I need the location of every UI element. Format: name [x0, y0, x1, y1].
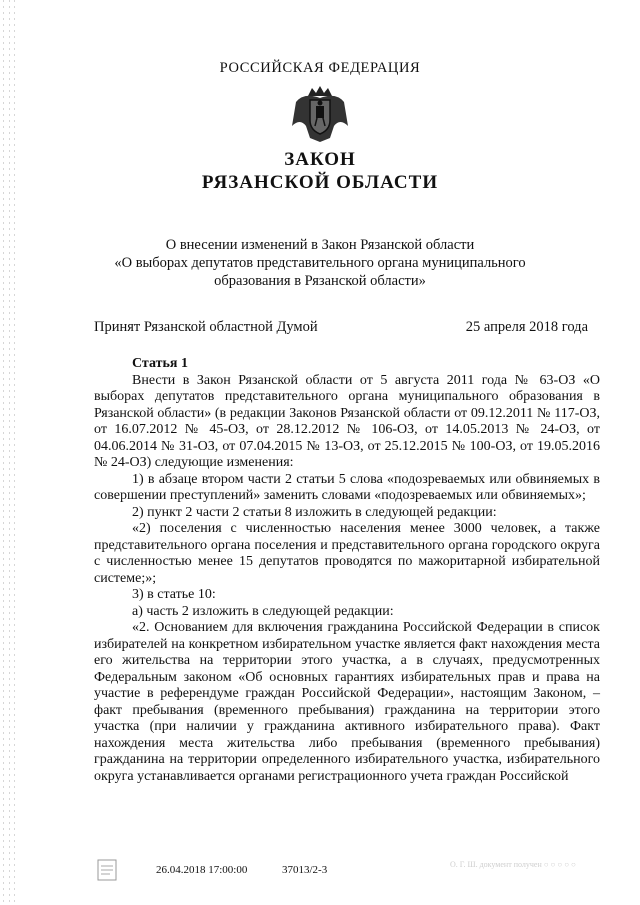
paragraph: «2. Основанием для включения гражданина Российской Федерации в список избирателей на конкретном избирательном участке является факт нахождения места его жительства на территории этого участка, а в случаях, предусмотренных Федеральным законом «Об основных гарантиях избирательных прав и права на участие в референдуме граждан Российской Федерации», настоящим Законом, – факт пребывания (временного пребывания) гражданина на территории этого участка (при наличии у гражданина активного избирательного права). Факт нахождения места жительства либо пребывания (временного пребывания) гражданина на территории определенного избирательного участка, избирательного округа устанавливается органами регистрационного учета граждан Российской — [94, 620, 600, 784]
footer-timestamp: 26.04.2018 17:00:00 — [156, 864, 248, 876]
paragraph: а) часть 2 изложить в следующей редакции: — [132, 603, 394, 619]
law-subject — [0, 236, 640, 290]
faint-stamp: О. Г. Ш. документ получен ○ ○ ○ ○ ○ — [450, 860, 576, 869]
paragraph: 2) пункт 2 части 2 статьи 8 изложить в следующей редакции: — [132, 504, 497, 520]
country-heading: РОССИЙСКАЯ ФЕДЕРАЦИЯ — [219, 60, 421, 76]
paragraph: 3) в статье 10: — [132, 587, 216, 602]
law-title — [0, 148, 640, 194]
ryazan-coat-of-arms-icon — [290, 82, 350, 144]
law-body — [94, 356, 600, 785]
registration-stamp-icon — [96, 858, 118, 882]
paragraph: Внести в Закон Рязанской области от 5 августа 2011 года № 63-ОЗ «О выборах депутатов представительного органа муниципального образования в Рязанской области» (в редакции Законов Рязанской области от 09.12.2011 № 117-ОЗ, от 16.07.2012 № 45-ОЗ, от 28.12.2012 № 106-ОЗ, от 14.05.2013 № 24-ОЗ, от 04.06.2014 № 31-ОЗ, от 07.04.2015 № 13-ОЗ, от 25.12.2015 № 100-ОЗ, от 19.05.2016 № 24-ОЗ) следующие изменения: — [94, 372, 600, 470]
page-footer — [0, 862, 640, 892]
footer-document-code: 37013/2-3 — [282, 864, 328, 876]
law-title-line2: РЯЗАНСКОЙ ОБЛАСТИ — [201, 172, 439, 193]
adoption-date: 25 апреля 2018 года — [465, 319, 588, 335]
article-heading: Статья 1 — [132, 356, 188, 371]
adopted-by: Принят Рязанской областной Думой — [94, 319, 318, 335]
paragraph: «2) поселения с численностью населения менее 3000 человек, а также представительного органа поселения и представительного органа городского округа с численностью менее 15 депутатов проводятся по мажоритарной избирательной системе;»; — [94, 521, 600, 586]
subject-line1: О внесении изменений в Закон Рязанской области — [165, 237, 475, 253]
law-title-line1: ЗАКОН — [284, 149, 356, 170]
paragraph: 1) в абзаце втором части 2 статьи 5 слова «подозреваемых или обвиняемых в совершении преступлений» заменить словами «подозреваемых или обвиняемых»; — [94, 471, 600, 503]
subject-line2: «О выборах депутатов представительного органа муниципального — [114, 255, 526, 271]
subject-line3: образования в Рязанской области» — [214, 273, 426, 289]
